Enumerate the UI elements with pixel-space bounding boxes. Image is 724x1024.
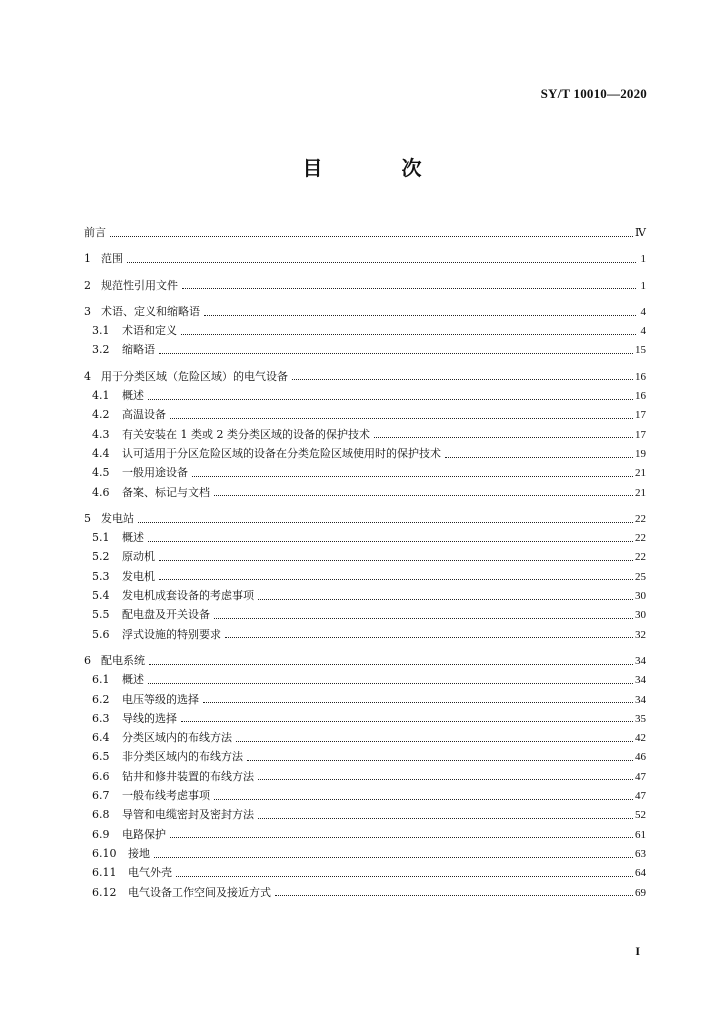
dot-leader	[445, 454, 633, 458]
toc-entry-title: 发电站	[101, 511, 134, 525]
toc-entry-page: 32	[635, 628, 646, 641]
toc-entry-number: 5.2	[92, 550, 110, 564]
toc-entry-page: 30	[635, 609, 646, 622]
dot-leader	[203, 699, 633, 703]
toc-entry[interactable]	[84, 386, 646, 405]
dot-leader	[148, 538, 633, 542]
toc-entry[interactable]	[84, 405, 646, 424]
toc-entry-number: 6.5	[92, 750, 110, 764]
toc-entry-page: 15	[635, 344, 646, 357]
toc-entry[interactable]	[84, 249, 646, 268]
toc-entry[interactable]	[84, 321, 646, 340]
dot-leader	[292, 376, 633, 380]
toc-entry-page: 21	[635, 486, 646, 499]
toc-entry-number: 6.6	[92, 769, 110, 783]
toc-entry-page: 16	[635, 370, 646, 383]
dot-leader	[204, 312, 636, 316]
toc-entry-page: 47	[635, 790, 646, 803]
toc-entry[interactable]	[84, 302, 646, 321]
toc-entry-page: 17	[635, 409, 646, 422]
toc-entry[interactable]	[84, 690, 646, 709]
toc-entry-page: 34	[635, 693, 646, 706]
dot-leader	[374, 434, 633, 438]
toc-entry[interactable]	[84, 463, 646, 482]
dot-leader	[236, 738, 633, 742]
toc-entry-page: 61	[635, 828, 646, 841]
toc-entry[interactable]	[84, 367, 646, 386]
toc-entry[interactable]	[84, 509, 646, 528]
toc-entry-title: 用于分类区域（危险区域）的电气设备	[101, 369, 288, 383]
standard-code: SY/T 10010—2020	[540, 86, 647, 101]
dot-leader	[159, 557, 633, 561]
toc-entry-title: 浮式设施的特别要求	[122, 627, 221, 641]
toc-entry-number: 6.1	[92, 673, 110, 687]
toc-entry-page: 46	[635, 751, 646, 764]
toc-entry-number: 6.12	[92, 885, 117, 899]
toc-entry-number: 6.4	[92, 731, 110, 745]
toc-entry-page: 22	[635, 512, 646, 525]
toc-entry[interactable]	[84, 786, 646, 805]
toc-entry-title: 接地	[128, 846, 150, 860]
toc-entry-title: 电气设备工作空间及接近方式	[128, 885, 271, 899]
toc-entry-title: 导线的选择	[122, 711, 177, 725]
toc-entry-page: 19	[635, 447, 646, 460]
toc-entry-number: 6.3	[92, 711, 110, 725]
toc-entry-title: 缩略语	[122, 343, 155, 357]
dot-leader	[110, 233, 633, 237]
dot-leader	[225, 634, 633, 638]
dot-leader	[192, 473, 633, 477]
toc-entry[interactable]	[84, 605, 646, 624]
dot-leader	[258, 776, 633, 780]
toc-entry[interactable]	[84, 883, 646, 902]
toc-entry-number: 4.5	[92, 466, 110, 480]
toc-entry-title: 认可适用于分区危险区域的设备在分类危险区域使用时的保护技术	[122, 446, 441, 460]
toc-entry[interactable]	[84, 863, 646, 882]
toc-entry-title: 范围	[101, 252, 123, 266]
toc-title: 目 次	[302, 156, 458, 180]
toc-entry-page: 1	[640, 253, 646, 266]
dot-leader	[247, 757, 633, 761]
dot-leader	[170, 415, 633, 419]
toc-entry-number: 5.3	[92, 569, 110, 583]
toc-entry-page: 52	[635, 809, 646, 822]
toc-entry[interactable]	[84, 709, 646, 728]
dot-leader	[148, 396, 633, 400]
dot-leader	[214, 492, 633, 496]
toc-entry-title: 术语和定义	[122, 324, 177, 338]
toc-entry-page: Ⅳ	[635, 227, 646, 239]
toc-entry-title: 一般布线考虑事项	[122, 789, 210, 803]
toc-entry-number: 4.1	[92, 389, 110, 403]
toc-entry-number: 5.1	[92, 531, 110, 545]
dot-leader	[182, 285, 636, 289]
dot-leader	[181, 331, 636, 335]
toc-entry-title: 备案、标记与文档	[122, 485, 210, 499]
dot-leader	[181, 718, 633, 722]
toc-entry-title: 有关安装在 1 类或 2 类分类区域的设备的保护技术	[122, 427, 370, 441]
dot-leader	[138, 519, 633, 523]
toc-entry-page: 1	[640, 279, 646, 292]
dot-leader	[159, 576, 633, 580]
toc-entry-number: 5.6	[92, 627, 110, 641]
toc-entry-title: 高温设备	[122, 408, 166, 422]
toc-entry-page: 34	[635, 654, 646, 667]
toc-entry-title: 配电系统	[101, 653, 145, 667]
toc-entry[interactable]	[84, 767, 646, 786]
toc-entry[interactable]	[84, 483, 646, 502]
toc-entry-title: 电气外壳	[128, 866, 172, 880]
toc-entry[interactable]	[84, 425, 646, 444]
toc-entry[interactable]	[84, 340, 646, 359]
table-of-contents	[84, 223, 646, 902]
toc-entry-number: 4	[84, 369, 91, 383]
toc-entry-number: 6.2	[92, 692, 110, 706]
toc-entry-number: 1	[84, 252, 91, 266]
toc-entry-title: 发电机	[122, 569, 155, 583]
toc-entry-number: 3.2	[92, 343, 110, 357]
toc-entry-number: 6.10	[92, 846, 117, 860]
page-number: I	[635, 944, 640, 958]
dot-leader	[149, 661, 633, 665]
toc-entry-page: 25	[635, 570, 646, 583]
toc-entry-number: 3.1	[92, 324, 110, 338]
dot-leader	[258, 596, 633, 600]
toc-entry-page: 42	[635, 732, 646, 745]
toc-entry-number: 6.8	[92, 808, 110, 822]
dot-leader	[159, 350, 633, 354]
toc-entry-number: 6.11	[92, 866, 117, 880]
toc-entry-page: 16	[635, 390, 646, 403]
toc-entry-number: 5.5	[92, 608, 110, 622]
toc-entry-title: 原动机	[122, 550, 155, 564]
toc-entry-title: 发电机成套设备的考虑事项	[122, 589, 254, 603]
toc-entry-title: 术语、定义和缩略语	[101, 304, 200, 318]
toc-entry-title: 钻井和修井装置的布线方法	[122, 769, 254, 783]
toc-entry-page: 30	[635, 590, 646, 603]
dot-leader	[258, 815, 633, 819]
toc-entry[interactable]	[84, 747, 646, 766]
toc-entry[interactable]	[84, 223, 646, 242]
toc-entry[interactable]	[84, 567, 646, 586]
toc-entry-page: 47	[635, 770, 646, 783]
toc-entry[interactable]	[84, 276, 646, 295]
toc-entry-number: 5.4	[92, 589, 110, 603]
dot-leader	[214, 796, 633, 800]
toc-entry[interactable]	[84, 825, 646, 844]
toc-entry-title: 概述	[122, 389, 144, 403]
toc-entry-number: 4.6	[92, 485, 110, 499]
toc-entry-title: 分类区域内的布线方法	[122, 731, 232, 745]
dot-leader	[214, 615, 633, 619]
toc-entry-title: 一般用途设备	[122, 466, 188, 480]
dot-leader	[127, 259, 636, 263]
toc-entry-title: 非分类区域内的布线方法	[122, 750, 243, 764]
toc-entry-number: 2	[84, 278, 91, 292]
toc-entry-page: 4	[640, 305, 646, 318]
toc-entry[interactable]	[84, 444, 646, 463]
dot-leader	[148, 680, 633, 684]
toc-entry-page: 69	[635, 886, 646, 899]
dot-leader	[170, 834, 633, 838]
toc-entry-title: 电路保护	[122, 827, 166, 841]
toc-entry-page: 22	[635, 532, 646, 545]
toc-entry[interactable]	[84, 844, 646, 863]
toc-entry-title: 概述	[122, 531, 144, 545]
toc-entry-page: 21	[635, 467, 646, 480]
toc-entry[interactable]	[84, 651, 646, 670]
toc-entry-number: 4.2	[92, 408, 110, 422]
toc-entry-title: 概述	[122, 673, 144, 687]
toc-entry-page: 4	[640, 325, 646, 338]
toc-entry-number: 6	[84, 653, 91, 667]
toc-entry-page: 22	[635, 551, 646, 564]
toc-entry-number: 3	[84, 304, 91, 318]
toc-entry[interactable]	[84, 728, 646, 747]
toc-entry-title: 配电盘及开关设备	[122, 608, 210, 622]
toc-entry-title: 电压等级的选择	[122, 692, 199, 706]
toc-entry-page: 64	[635, 867, 646, 880]
toc-entry-page: 63	[635, 847, 646, 860]
dot-leader	[176, 873, 633, 877]
toc-entry-page: 35	[635, 712, 646, 725]
toc-entry-title: 规范性引用文件	[101, 278, 178, 292]
toc-entry-number: 4.3	[92, 427, 110, 441]
toc-entry-page: 17	[635, 428, 646, 441]
toc-entry[interactable]	[84, 625, 646, 644]
dot-leader	[154, 854, 633, 858]
toc-entry-number: 6.9	[92, 827, 110, 841]
toc-entry-page: 34	[635, 674, 646, 687]
toc-entry-title: 导管和电缆密封及密封方法	[122, 808, 254, 822]
toc-entry[interactable]	[84, 670, 646, 689]
toc-entry-number: 4.4	[92, 446, 110, 460]
toc-entry-number: 5	[84, 511, 91, 525]
toc-entry-number: 6.7	[92, 789, 110, 803]
toc-entry[interactable]	[84, 547, 646, 566]
toc-entry-title: 前言	[84, 226, 106, 239]
toc-entry[interactable]	[84, 528, 646, 547]
toc-entry[interactable]	[84, 586, 646, 605]
toc-entry[interactable]	[84, 805, 646, 824]
dot-leader	[275, 892, 633, 896]
